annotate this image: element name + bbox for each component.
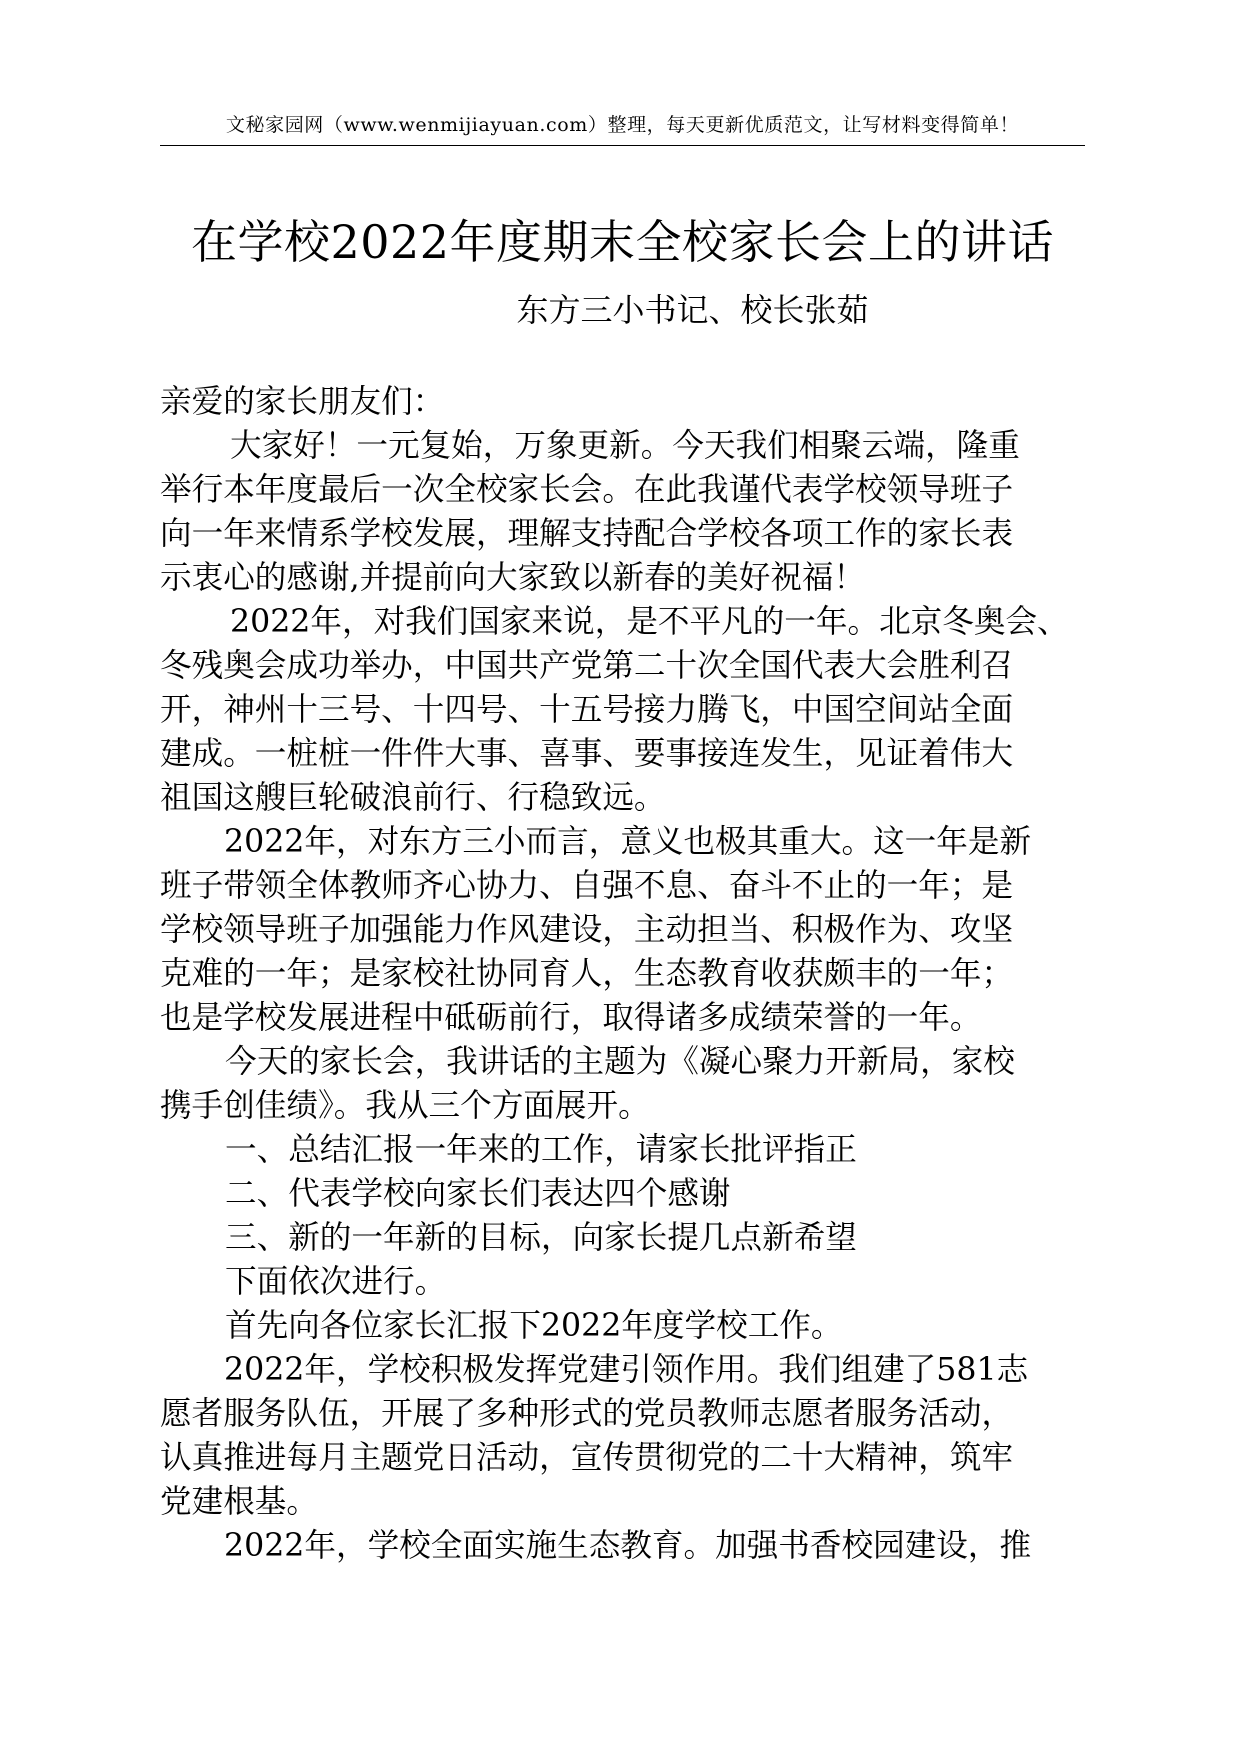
paragraph-line: 冬残奥会成功举办，中国共产党第二十次全国代表大会胜利召 (160, 648, 1014, 684)
paragraph-line: 学校领导班子加强能力作风建设，主动担当、积极作为、攻坚 (160, 912, 1014, 948)
paragraph-line: 愿者服务队伍，开展了多种形式的党员教师志愿者服务活动， (160, 1396, 1014, 1432)
paragraph-line: 克难的一年；是家校社协同育人，生态教育收获颇丰的一年； (160, 956, 1014, 992)
paragraph-line: 开，神州十三号、十四号、十五号接力腾飞，中国空间站全面 (160, 692, 1014, 728)
paragraph-line: 携手创佳绩》。我从三个方面展开。 (160, 1088, 650, 1124)
paragraph-line: 也是学校发展进程中砥砺前行，取得诸多成绩荣誉的一年。 (160, 1000, 982, 1036)
paragraph-line: 班子带领全体教师齐心协力、自强不息、奋斗不止的一年；是 (160, 868, 1014, 904)
paragraph-line: 党建根基。 (160, 1484, 318, 1520)
paragraph-line: 大家好！一元复始，万象更新。今天我们相聚云端，隆重 (230, 428, 1020, 464)
outline-item: 一、总结汇报一年来的工作，请家长批评指正 (225, 1132, 857, 1168)
paragraph-line: 2022年，学校积极发挥党建引领作用。我们组建了581志 (224, 1352, 1029, 1388)
document-body (160, 380, 1090, 1568)
paragraph-line: 祖国这艘巨轮破浪前行、行稳致远。 (160, 780, 666, 816)
paragraph-line: 认真推进每月主题党日活动，宣传贯彻党的二十大精神，筑牢 (160, 1440, 1014, 1476)
outline-item: 二、代表学校向家长们表达四个感谢 (225, 1176, 731, 1212)
paragraph-line: 举行本年度最后一次全校家长会。在此我谨代表学校领导班子 (160, 472, 1014, 508)
paragraph-line: 2022年，对我们国家来说，是不平凡的一年。北京冬奥会、 (230, 604, 1069, 640)
header-divider (160, 145, 1085, 146)
salutation-line: 亲爱的家长朋友们： (160, 384, 445, 420)
paragraph-line: 下面依次进行。 (225, 1264, 447, 1300)
paragraph-line: 示衷心的感谢,并提前向大家致以新春的美好祝福！ (160, 560, 866, 596)
paragraph-line: 2022年，对东方三小而言，意义也极其重大。这一年是新 (224, 824, 1032, 860)
paragraph-line: 首先向各位家长汇报下2022年度学校工作。 (225, 1308, 843, 1344)
page-header: 文秘家园网（www.wenmijiayuan.com）整理，每天更新优质范文，让写材料变得简单！ (225, 114, 1020, 136)
document-subtitle: 东方三小书记、校长张茹 (516, 291, 869, 329)
paragraph-line: 今天的家长会，我讲话的主题为《凝心聚力开新局，家校 (225, 1044, 1015, 1080)
paragraph-line: 2022年，学校全面实施生态教育。加强书香校园建设，推 (224, 1528, 1032, 1564)
outline-item: 三、新的一年新的目标，向家长提几点新希望 (225, 1220, 857, 1256)
paragraph-line: 向一年来情系学校发展，理解支持配合学校各项工作的家长表 (160, 516, 1014, 552)
paragraph-line: 建成。一桩桩一件件大事、喜事、要事接连发生，见证着伟大 (160, 736, 1014, 772)
document-title: 在学校2022年度期末全校家长会上的讲话 (190, 215, 1055, 269)
